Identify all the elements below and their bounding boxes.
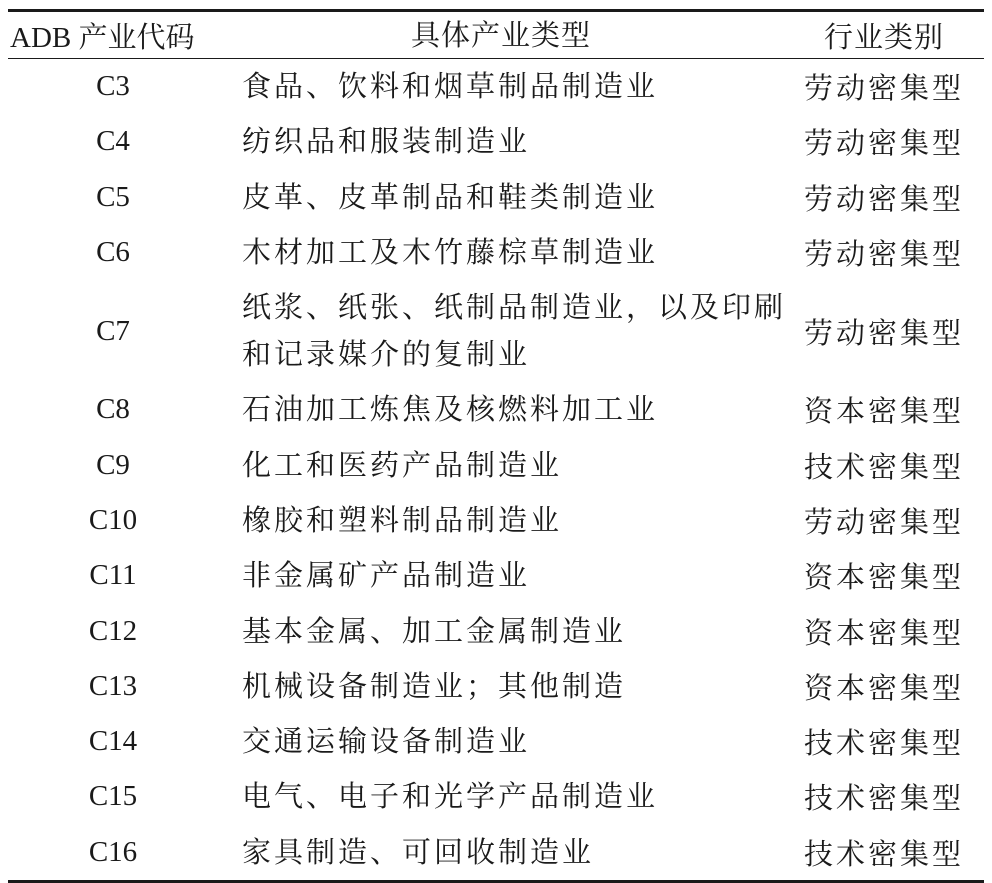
industry-type-cell	[218, 229, 784, 276]
industry-type-cell	[218, 663, 784, 710]
industry-code-cell: C13	[88, 669, 138, 702]
industry-type-cell	[218, 174, 784, 221]
table-row	[8, 382, 984, 437]
industry-type-cell	[218, 284, 787, 378]
industry-category-cell: 资本密集型	[803, 670, 964, 705]
industry-type-line: 基本金属、加工金属制造业	[242, 613, 627, 648]
industry-code-cell: C10	[88, 503, 138, 536]
industry-type-cell	[218, 608, 784, 655]
industry-type-cell	[218, 552, 784, 599]
industry-type-line: 纸浆、纸张、纸制品制造业，以及印刷	[242, 290, 787, 325]
table-bottom-rule	[8, 880, 984, 883]
table-row	[8, 437, 984, 492]
table-row	[8, 714, 984, 769]
industry-type-cell	[218, 386, 784, 433]
industry-category-cell: 劳动密集型	[803, 504, 964, 539]
industry-type-line: 皮革、皮革制品和鞋类制造业	[242, 179, 659, 214]
industry-type-cell	[218, 118, 784, 165]
industry-type-cell	[218, 718, 784, 765]
industry-type-cell	[218, 773, 784, 820]
industry-code-cell: C11	[89, 559, 137, 592]
industry-code-cell: C7	[96, 314, 130, 347]
industry-code-cell: C14	[88, 725, 138, 758]
industry-classification-table	[8, 9, 984, 883]
header-category: 行业类别	[823, 19, 944, 54]
industry-type-line: 家具制造、可回收制造业	[242, 834, 595, 869]
industry-type-cell	[218, 442, 784, 489]
industry-code-cell: C5	[96, 180, 130, 213]
industry-category-cell: 劳动密集型	[803, 126, 964, 161]
table-row	[8, 659, 984, 714]
table-row	[8, 769, 984, 824]
industry-category-cell: 资本密集型	[803, 615, 964, 650]
industry-code-cell: C6	[96, 236, 130, 269]
industry-code-cell: C3	[96, 70, 130, 103]
table-row	[8, 225, 984, 280]
industry-type-line: 电气、电子和光学产品制造业	[242, 779, 659, 814]
industry-category-cell: 资本密集型	[803, 560, 964, 595]
industry-category-cell: 技术密集型	[803, 836, 964, 871]
industry-type-cell	[218, 829, 784, 876]
header-type: 具体产业类型	[410, 17, 591, 52]
industry-type-line: 食品、饮料和烟草制品制造业	[242, 69, 659, 104]
industry-code-cell: C4	[96, 125, 130, 158]
industry-code-cell: C12	[88, 614, 138, 647]
industry-type-cell	[218, 497, 784, 544]
industry-category-cell: 劳动密集型	[803, 237, 964, 272]
table-row	[8, 114, 984, 169]
industry-category-cell: 劳动密集型	[803, 71, 964, 106]
industry-type-line: 非金属矿产品制造业	[242, 558, 531, 593]
table-row	[8, 493, 984, 548]
industry-type-line: 橡胶和塑料制品制造业	[242, 502, 563, 537]
table-row	[8, 170, 984, 225]
industry-type-line: 化工和医药产品制造业	[242, 447, 563, 482]
table-row	[8, 59, 984, 114]
industry-category-cell: 技术密集型	[803, 449, 964, 484]
table-row	[8, 548, 984, 603]
header-code: ADB 产业代码	[10, 21, 195, 54]
industry-type-line: 和记录媒介的复制业	[242, 337, 531, 372]
table-row	[8, 603, 984, 658]
industry-category-cell: 劳动密集型	[803, 181, 964, 216]
industry-type-line: 纺织品和服装制造业	[242, 124, 531, 159]
table-body	[8, 59, 984, 880]
industry-type-line: 交通运输设备制造业	[242, 724, 531, 759]
industry-code-cell: C9	[96, 448, 130, 481]
industry-type-line: 机械设备制造业；其他制造	[242, 668, 627, 703]
industry-code-cell: C16	[88, 835, 138, 868]
industry-category-cell: 劳动密集型	[803, 315, 964, 350]
table-header-row	[8, 12, 984, 58]
industry-code-cell: C8	[96, 393, 130, 426]
industry-type-line: 石油加工炼焦及核燃料加工业	[242, 392, 659, 427]
table-row	[8, 280, 984, 382]
industry-type-cell	[218, 63, 784, 110]
industry-category-cell: 技术密集型	[803, 726, 964, 761]
industry-category-cell: 资本密集型	[803, 394, 964, 429]
industry-category-cell: 技术密集型	[803, 781, 964, 816]
industry-type-line: 木材加工及木竹藤棕草制造业	[242, 235, 659, 270]
industry-code-cell: C15	[88, 780, 138, 813]
table-row	[8, 825, 984, 880]
